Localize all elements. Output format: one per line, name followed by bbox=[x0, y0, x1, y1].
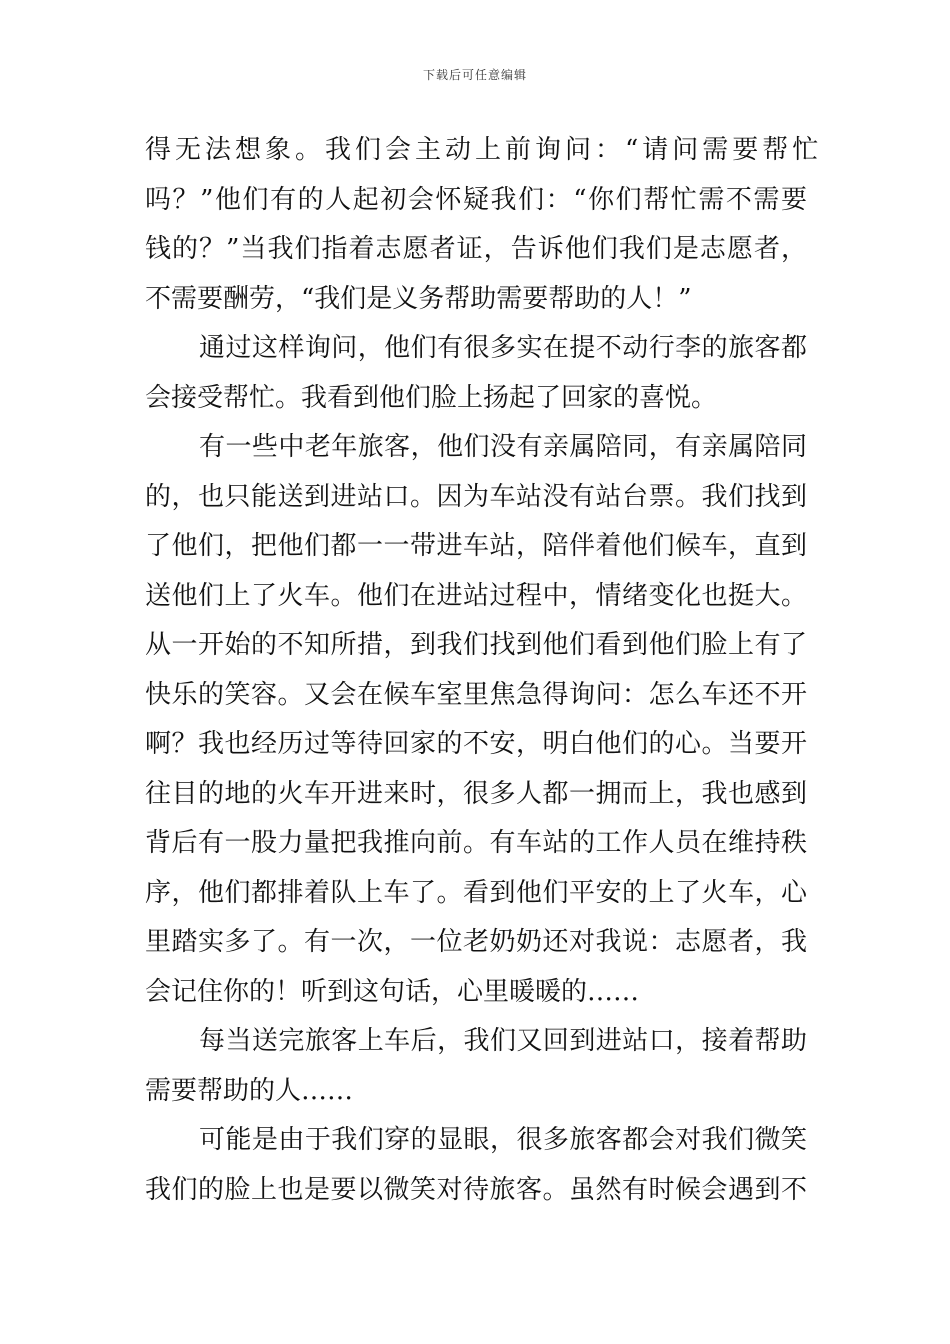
text-line: 啊？我也经历过等待回家的不安，明白他们的心。当要开 bbox=[145, 729, 807, 759]
text-line: 我们的脸上也是要以微笑对待旅客。虽然有时候会遇到不 bbox=[145, 1174, 807, 1205]
text-line: 的，也只能送到进站口。因为车站没有站台票。我们找到 bbox=[145, 481, 807, 512]
text-line: 了他们，把他们都一一带进车站，陪伴着他们候车，直到 bbox=[145, 531, 807, 561]
text-line: 序，他们都排着队上车了。看到他们平安的上了火车，心 bbox=[145, 877, 807, 908]
text-line: 会接受帮忙。我看到他们脸上扬起了回家的喜悦。 bbox=[145, 382, 718, 413]
text-line: 有一些中老年旅客，他们没有亲属陪同，有亲属陪同 bbox=[199, 432, 807, 462]
body-text bbox=[145, 126, 823, 1215]
text-line: 背后有一股力量把我推向前。有车站的工作人员在维持秩 bbox=[145, 828, 807, 858]
text-line: 需要帮助的人…… bbox=[145, 1075, 354, 1106]
text-line: 吗？”他们有的人起初会怀疑我们：“你们帮忙需不需要 bbox=[145, 184, 807, 215]
page-header: 下载后可任意编辑 bbox=[422, 68, 527, 82]
text-line: 得无法想象。我们会主动上前询问：“请问需要帮忙 bbox=[145, 135, 823, 165]
text-line: 可能是由于我们穿的显眼，很多旅客都会对我们微笑 bbox=[199, 1125, 807, 1155]
text-line: 钱的？”当我们指着志愿者证，告诉他们我们是志愿者， bbox=[145, 234, 807, 264]
text-line: 里踏实多了。有一次，一位老奶奶还对我说：志愿者，我 bbox=[145, 927, 807, 957]
text-line: 不需要酬劳，“我们是义务帮助需要帮助的人！” bbox=[145, 283, 692, 314]
text-line: 会记住你的！听到这句话，心里暖暖的…… bbox=[145, 976, 640, 1007]
text-line: 通过这样询问，他们有很多实在提不动行李的旅客都 bbox=[199, 333, 807, 363]
text-line: 每当送完旅客上车后，我们又回到进站口，接着帮助 bbox=[199, 1026, 807, 1056]
text-line: 从一开始的不知所措，到我们找到他们看到他们脸上有了 bbox=[145, 630, 807, 660]
text-line: 快乐的笑容。又会在候车室里焦急得询问：怎么车还不开 bbox=[145, 679, 807, 710]
text-line: 往目的地的火车开进来时，很多人都一拥而上，我也感到 bbox=[145, 778, 807, 809]
text-line: 送他们上了火车。他们在进站过程中，情绪变化也挺大。 bbox=[145, 580, 807, 611]
